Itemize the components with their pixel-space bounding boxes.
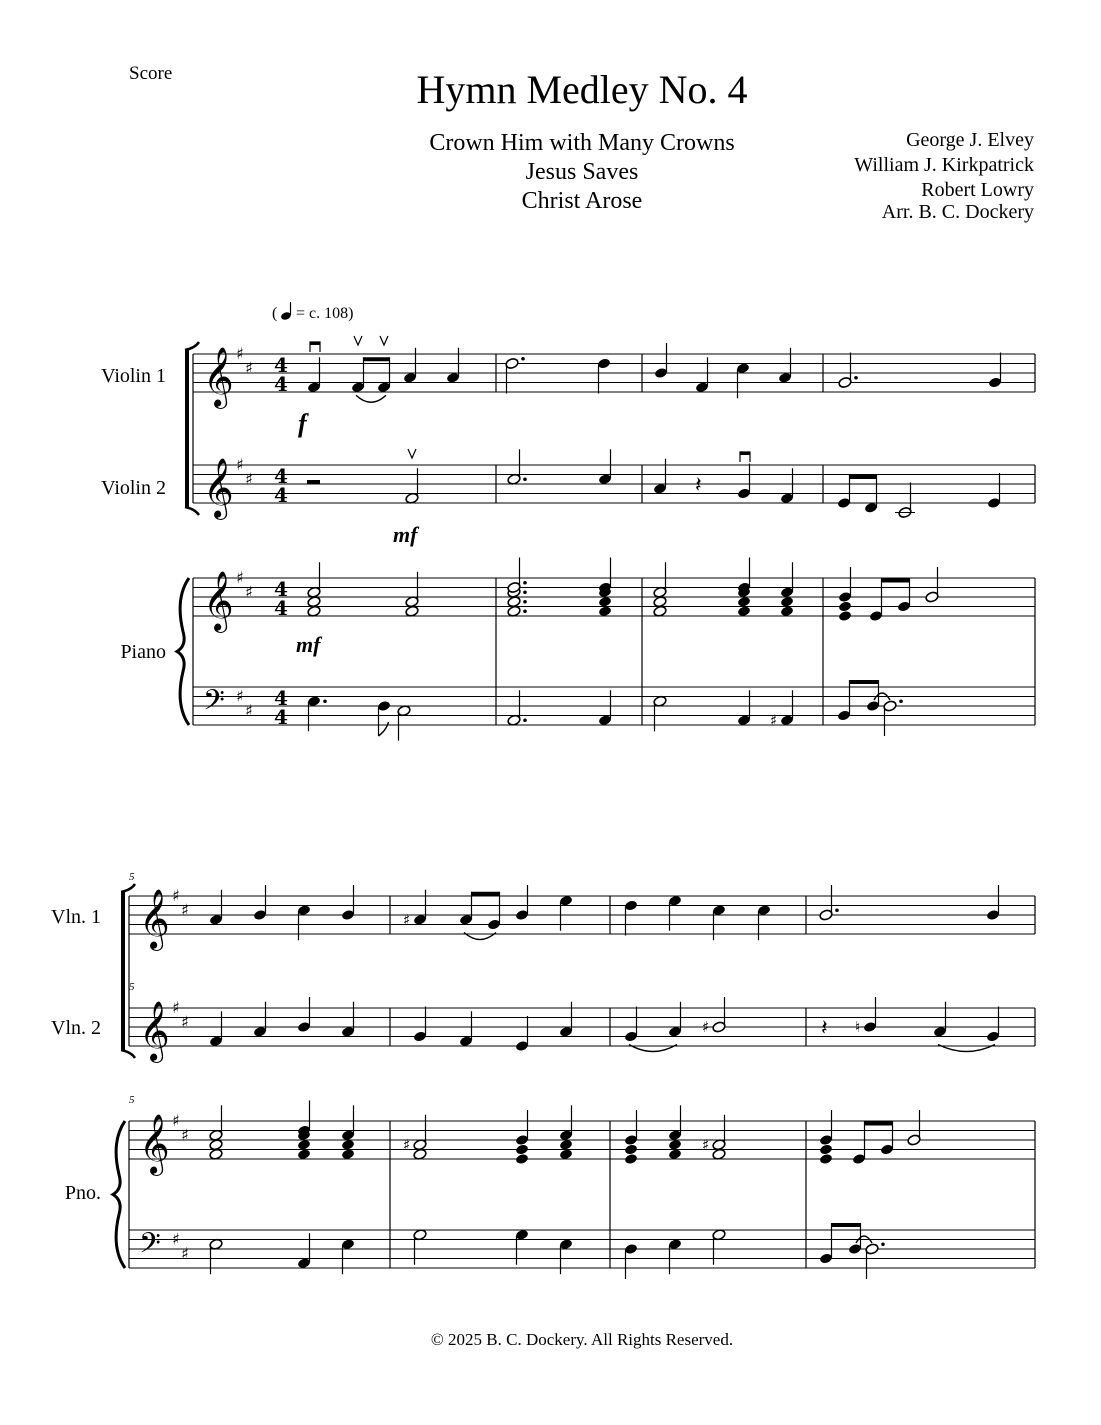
key-signature-sharp: ♯ [172,998,180,1017]
key-signature-sharp: ♯ [236,344,244,363]
chord-note-head [515,1153,529,1165]
chord-note-head [819,1153,833,1165]
sharp-accidental: ♯ [403,1135,411,1154]
half-rest [307,480,320,485]
augmentation-dot [835,908,839,912]
ensemble-bracket [121,892,125,1050]
key-signature-sharp: ♯ [245,700,253,720]
augmentation-dot [523,600,527,604]
dynamic-piano: mf [296,632,321,657]
treble-clef-icon: 𝄞 [139,1114,170,1174]
chord-note-head [838,600,852,612]
augmentation-dot [523,477,527,481]
chord-note-head [819,1143,833,1155]
subtitle-2: Jesus Saves [525,159,639,185]
treble-clef-icon: 𝄞 [139,889,170,949]
augmentation-dot [523,581,527,585]
sharp-accidental: ♯ [702,1018,710,1036]
composer-1: George J. Elvey [906,129,1034,151]
tempo-open: ( [272,305,278,322]
beam [850,475,877,479]
key-signature-sharp: ♯ [181,900,189,920]
natural-accidental: ♮ [855,1018,861,1036]
measure-number-pno: 5 [129,1094,135,1106]
treble-clef-icon: 𝄞 [203,458,234,518]
chord-note-head [838,610,852,622]
time-signature-bottom: 4 [274,483,288,507]
key-signature-sharp: ♯ [245,582,253,602]
time-signature-top: 4 [274,686,288,710]
time-signature-top: 4 [274,464,288,488]
tempo-marking: = c. 108) [296,305,354,322]
beam [832,1223,861,1227]
treble-clef-icon: 𝄞 [203,571,234,631]
key-signature-sharp: ♯ [172,1229,180,1249]
up-bow-icon [408,449,416,458]
instrument-label-vln2: Vln. 2 [51,1017,101,1039]
augmentation-dot [323,699,327,703]
tempo-quarter-note-icon [280,302,292,321]
staff-piano-bass [193,687,1035,725]
augmentation-dot [854,376,858,380]
beam [364,357,390,361]
quarter-rest: 𝄽 [821,1016,828,1041]
bracket-hook [185,507,199,515]
augmentation-dot [899,699,903,703]
augmentation-dot [521,357,525,361]
dynamic-violin2: mf [393,522,418,547]
time-signature-top: 4 [274,353,288,377]
key-signature-sharp: ♯ [236,568,244,587]
measure-number-vln1: 5 [129,871,135,883]
bracket-hook [121,1050,135,1058]
sharp-accidental: ♯ [403,910,411,929]
beam [850,680,879,684]
treble-clef-icon: 𝄞 [203,347,234,407]
time-signature-top: 4 [274,577,288,601]
dynamic-violin1: f [298,409,307,438]
piano-brace [113,1121,125,1268]
augmentation-dot [523,590,527,594]
piano-brace [177,578,189,725]
instrument-label-violin2: Violin 2 [101,477,166,499]
treble-clef-icon: 𝄞 [139,1001,170,1061]
instrument-label-piano: Piano [120,641,166,663]
beam [472,892,500,896]
up-bow-icon [380,336,388,345]
ensemble-bracket [185,350,189,507]
score-label: Score [129,63,173,84]
slur [356,395,386,402]
instrument-label-pno: Pno. [64,1182,101,1204]
augmentation-dot [523,609,527,613]
up-bow-icon [354,336,362,345]
chord-note-head [624,1143,638,1155]
augmentation-dot [523,718,527,722]
bracket-hook [185,342,199,350]
time-signature-bottom: 4 [274,596,288,620]
composer-4: Arr. B. C. Dockery [881,201,1034,223]
beam [882,579,910,583]
staff-pno-treble [129,1121,1035,1159]
instrument-label-vln1: Vln. 1 [51,906,101,928]
page-title: Hymn Medley No. 4 [416,67,748,112]
key-signature-sharp: ♯ [181,1012,189,1032]
staff-pno-bass [129,1230,1035,1268]
key-signature-sharp: ♯ [172,1111,180,1130]
composer-2: William J. Kirkpatrick [854,154,1034,176]
sharp-accidental: ♯ [770,711,778,730]
key-signature-sharp: ♯ [245,358,253,378]
subtitle-1: Crown Him with Many Crowns [429,130,735,156]
down-bow-bar [310,342,320,345]
measure-number-vln2: 5 [129,981,135,993]
copyright-notice: © 2025 B. C. Dockery. All Rights Reserved. [430,1330,734,1349]
bracket-hook [121,884,135,892]
bass-clef-icon: 𝄢 [203,684,225,724]
key-signature-sharp: ♯ [181,1243,189,1263]
time-signature-bottom: 4 [274,705,288,729]
key-signature-sharp: ♯ [236,686,244,706]
key-signature-sharp: ♯ [236,455,244,474]
instrument-label-violin1: Violin 1 [101,365,166,387]
subtitle-3: Christ Arose [521,188,643,214]
beam [865,1122,893,1126]
eighth-flag [379,722,389,736]
key-signature-sharp: ♯ [245,469,253,489]
time-signature-bottom: 4 [274,372,288,396]
quarter-rest: 𝄽 [695,473,702,498]
key-signature-sharp: ♯ [181,1125,189,1145]
bass-clef-icon: 𝄢 [139,1227,161,1267]
augmentation-dot [881,1242,885,1246]
chord-note-head [624,1153,638,1165]
key-signature-sharp: ♯ [172,886,180,905]
sharp-accidental: ♯ [702,1135,710,1154]
composer-3: Robert Lowry [921,179,1034,201]
down-bow-bar [740,452,750,455]
chord-note-head [515,1143,529,1155]
